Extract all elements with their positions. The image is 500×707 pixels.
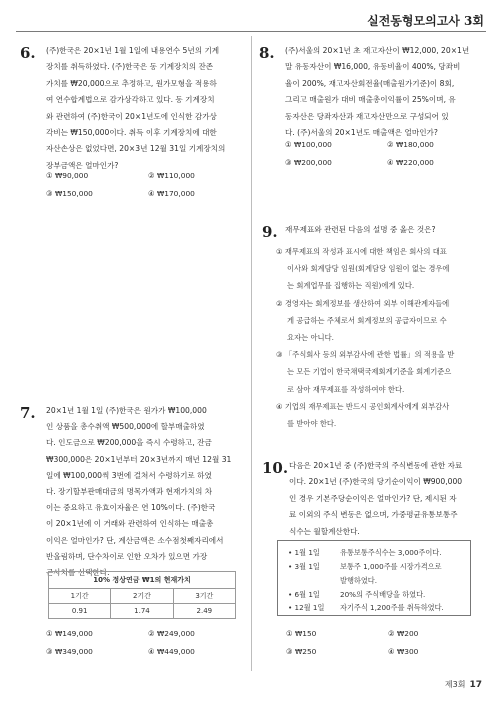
question-line: 재무제표와 관련된 다음의 설명 중 옳은 것은? — [285, 225, 436, 234]
question-text — [289, 458, 462, 540]
statement-line: 는 회계업무를 집행하는 직원)에게 있다. — [287, 281, 415, 291]
choice-1[interactable]: ① ₩150 — [286, 629, 317, 638]
statement-line: 요자는 아니다. — [287, 333, 334, 343]
table-row — [49, 604, 236, 619]
header-rule — [16, 31, 486, 32]
question-number: 9. — [262, 223, 278, 241]
exam-session-label: 제3회 — [444, 680, 466, 689]
question-line: 다. 장기할부판매대금의 명목가액과 현재가치의 차 — [46, 487, 213, 497]
question-line: 가치를 ₩20,000으로 추정하고, 원가모형을 적용하 — [46, 78, 217, 88]
table-cell: 1.74 — [111, 604, 173, 619]
table-header-cell: 3기간 — [173, 589, 235, 604]
choice-2[interactable]: ② ₩180,000 — [387, 140, 434, 149]
question-line: 각비는 ₩150,000이다. 취득 이후 기계장치에 대한 — [46, 128, 217, 138]
present-value-table — [48, 571, 236, 619]
page-header-title: 실전동형모의고사 3회 — [367, 14, 484, 28]
question-line: 율이 200%, 재고자산회전율(매출원가기준)이 8회, — [285, 78, 455, 88]
question-line: 이다. 20×1년 (주)한국의 당기순이익이 ₩900,000 — [289, 477, 463, 487]
statement-line: 는 모든 기업이 한국채택국제회계기준을 회계기준으 — [287, 367, 452, 377]
share-change-data-box — [277, 540, 471, 616]
question-line: 다음은 20×1년 중 (주)한국의 주식변동에 관한 자료 — [289, 461, 463, 470]
question-line: 이는 중요하고 유효이자율은 연 10%이다. (주)한국 — [46, 503, 216, 513]
statement-line[interactable]: ① 재무제표의 작성과 표시에 대한 책임은 회사의 대표 — [276, 247, 447, 256]
question-line: 다. 인도금으로 ₩200,000을 즉시 수령하고, 잔금 — [46, 438, 212, 448]
question-line: 근사치를 선택한다. — [46, 568, 110, 578]
question-number: 8. — [259, 44, 275, 62]
question-line: 동자산은 당좌자산과 재고자산만으로 구성되어 있 — [285, 111, 449, 121]
statement-line: 로 삼아 재무제표를 작성하여야 한다. — [287, 384, 405, 394]
choice-4[interactable]: ④ ₩300 — [388, 647, 419, 656]
question-line: 이 20×1년에 이 거래와 관련하여 인식하는 매출총 — [46, 519, 214, 529]
question-number: 6. — [20, 44, 36, 62]
question-line: 식수는 월할계산한다. — [289, 526, 360, 536]
choice-3[interactable]: ③ ₩200,000 — [285, 158, 332, 167]
question-line: 반올림하며, 단수차이로 인한 오차가 있으면 가장 — [46, 551, 208, 561]
statement-line[interactable]: ③ 「주식회사 등의 외부감사에 관한 법률」의 적용을 받 — [276, 350, 455, 360]
choice-3[interactable]: ③ ₩250 — [286, 647, 317, 656]
table-title: 10% 정상연금 ₩1의 현재가치 — [49, 572, 236, 589]
choice-3[interactable]: ③ ₩150,000 — [46, 189, 93, 198]
choice-2[interactable]: ② ₩110,000 — [148, 171, 195, 180]
question-line: 장치를 취득하였다. (주)한국은 동 기계장치의 잔존 — [46, 62, 214, 72]
table-header-row — [49, 589, 236, 604]
statement-line: 이사와 회계담당 임원(회계담당 임원이 없는 경우에 — [287, 264, 450, 274]
question-line: (주)한국은 20×1년 1월 1일에 내용연수 5년의 기계 — [46, 46, 220, 55]
question-line: 료 이외의 주식 변동은 없으며, 가중평균유통보통주 — [289, 510, 458, 520]
question-line: 장부금액은 얼마인가? — [46, 160, 119, 170]
question-line: 자산손상은 없었다면, 20×3년 12월 31일 기계장치의 — [46, 144, 226, 154]
choice-1[interactable]: ① ₩100,000 — [285, 140, 332, 149]
choice-4[interactable]: ④ ₩220,000 — [387, 158, 434, 167]
question-number: 10. — [262, 459, 289, 477]
question-text — [285, 222, 436, 238]
question-line: 일에 ₩100,000씩 3번에 걸쳐서 수령하기로 하였 — [46, 470, 212, 480]
table-header-cell: 2기간 — [111, 589, 173, 604]
question-line: 말 유동자산이 ₩16,000, 유동비율이 400%, 당좌비 — [285, 62, 461, 72]
question-line: 이익은 얼마인가? 단, 계산금액은 소수점첫째자리에서 — [46, 535, 224, 545]
choice-4[interactable]: ④ ₩449,000 — [148, 647, 195, 656]
data-text: 유통보통주식수는 3,000주이다. — [340, 548, 442, 557]
data-text: 자기주식 1,200주를 취득하였다. — [340, 603, 444, 612]
question-text — [285, 43, 469, 141]
column-divider — [251, 36, 252, 671]
choice-1[interactable]: ① ₩90,000 — [46, 171, 89, 180]
choice-4[interactable]: ④ ₩170,000 — [148, 189, 195, 198]
choice-2[interactable]: ② ₩249,000 — [148, 629, 195, 638]
statement-list — [276, 243, 454, 432]
choice-1[interactable]: ① ₩149,000 — [46, 629, 93, 638]
data-date: • 3월 1일 — [288, 562, 320, 571]
question-line: 인 상품을 총수취액 ₩500,000에 할부매출하였 — [46, 422, 205, 432]
statement-line: 를 받아야 한다. — [287, 419, 337, 429]
data-text: 발행하였다. — [340, 576, 378, 585]
data-date: • 6월 1일 — [288, 590, 320, 599]
question-line: 여 연수합계법으로 감가상각하고 있다. 동 기계장치 — [46, 95, 215, 105]
data-text: 보통주 1,000주를 시장가격으로 — [340, 562, 442, 571]
choice-2[interactable]: ② ₩200 — [388, 629, 419, 638]
page-footer — [445, 679, 482, 690]
question-line: 그리고 매출원가 대비 매출총이익률이 25%이며, 유 — [285, 95, 456, 105]
question-line: (주)서울의 20×1년 초 재고자산이 ₩12,000, 20×1년 — [285, 46, 470, 55]
statement-line: 게 공급하는 주체로서 회계정보의 공급자이므로 수 — [287, 315, 447, 325]
question-text — [46, 43, 225, 174]
question-line: 와 관련하여 (주)한국이 20×1년도에 인식한 감가상 — [46, 111, 217, 121]
page-number: 17 — [469, 680, 482, 690]
statement-line[interactable]: ② 경영자는 회계정보를 생산하여 외부 이해관계자들에 — [276, 298, 450, 308]
table-cell: 2.49 — [173, 604, 235, 619]
data-date: • 12월 1일 — [288, 603, 325, 612]
data-text: 20%의 주식배당을 하였다. — [340, 590, 426, 599]
question-line: 20×1년 1월 1일 (주)한국은 원가가 ₩100,000 — [46, 406, 207, 415]
question-line: 인 경우 기본주당순이익은 얼마인가? 단, 제시된 자 — [289, 493, 457, 503]
question-number: 7. — [20, 404, 36, 422]
table-header-cell: 1기간 — [49, 589, 111, 604]
data-date: • 1월 1일 — [288, 548, 320, 557]
question-text — [46, 403, 231, 581]
choice-3[interactable]: ③ ₩349,000 — [46, 647, 93, 656]
question-line: ₩300,000은 20×1년부터 20×3년까지 매년 12월 31 — [46, 454, 232, 464]
statement-line[interactable]: ④ 기업의 재무제표는 반드시 공인회계사에게 외부감사 — [276, 401, 450, 411]
table-cell: 0.91 — [49, 604, 111, 619]
question-line: 다. (주)서울의 20×1년도 매출액은 얼마인가? — [285, 128, 438, 138]
